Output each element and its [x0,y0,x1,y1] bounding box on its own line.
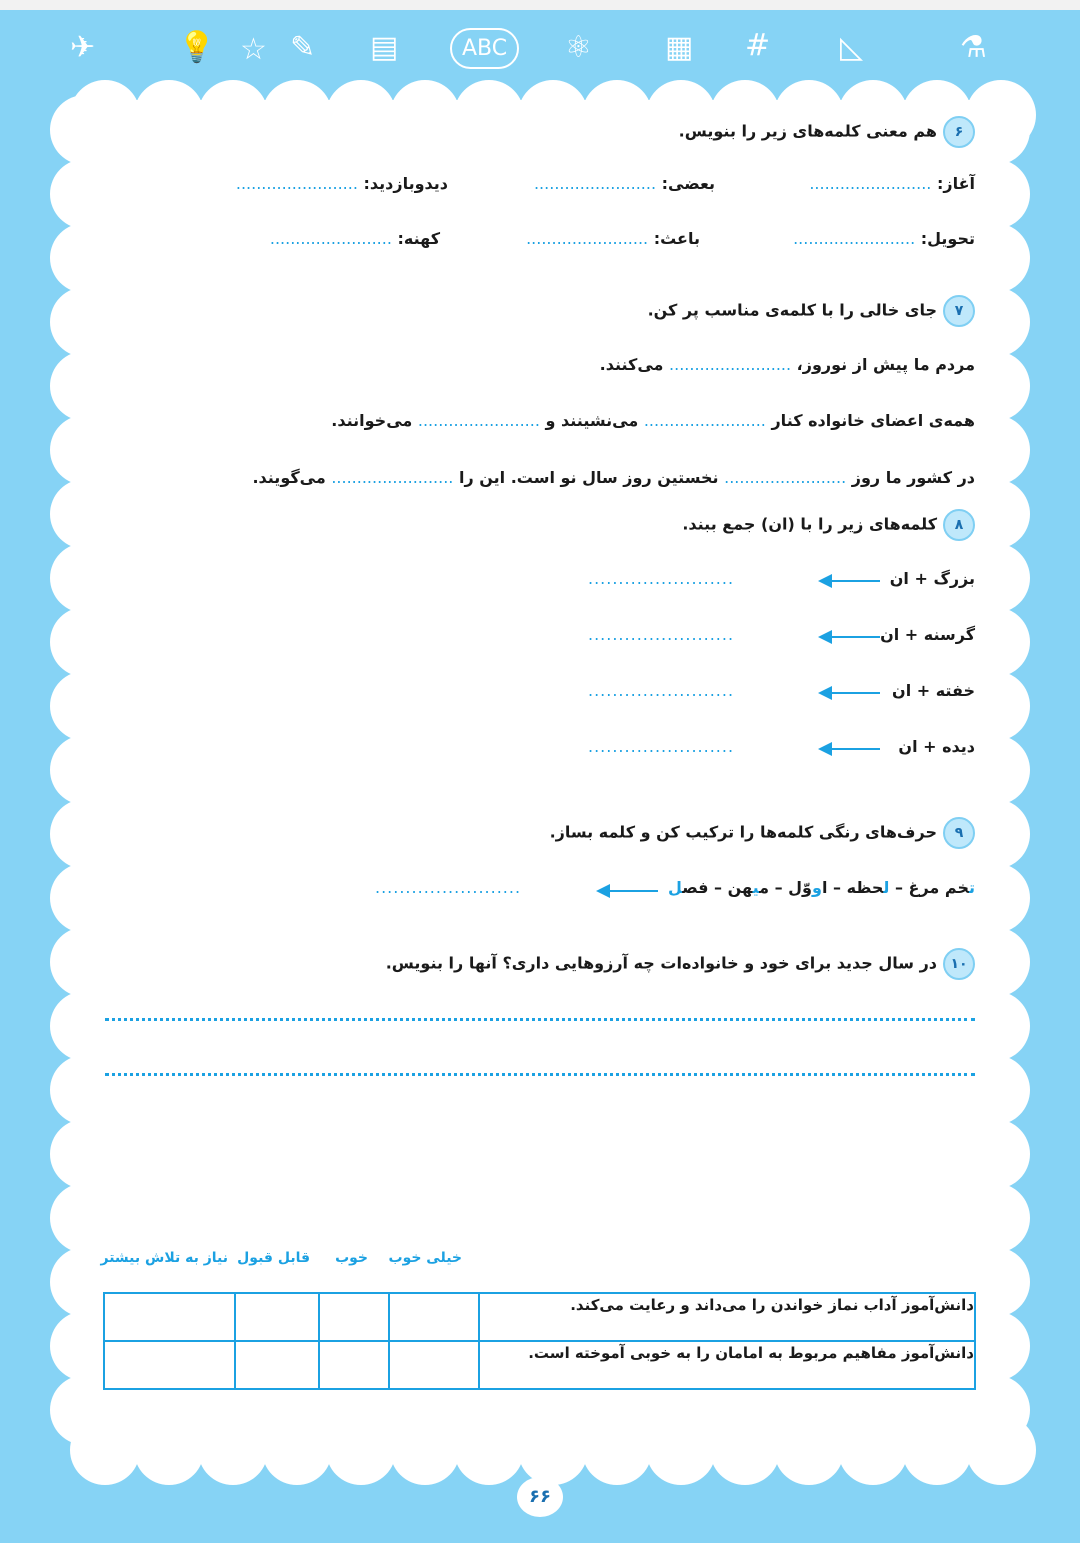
answer-blank[interactable]: ........................ [793,229,916,248]
text: در کشور ما روز [851,468,975,487]
question-10-title [386,948,975,980]
synonym-item [793,229,975,248]
plural-item [892,681,975,700]
synonym-item [534,174,715,193]
text: می‌کنند. [599,355,664,374]
colored-letter: و [811,878,822,897]
molecule-icon: ⚛ [565,30,592,65]
abc-bubble-icon [450,28,519,69]
colored-letter: ل [883,878,890,897]
word [788,878,827,897]
cell-good[interactable] [319,1341,389,1389]
question-number: ۱۰ [943,948,975,980]
text: می‌نشینند و [545,411,639,430]
item-label: گرسنه + ان [880,625,975,644]
item-label: کهنه: [397,229,440,248]
word [909,878,975,897]
answer-line[interactable] [105,1018,975,1021]
item-label: تحویل: [920,229,975,248]
notebook-icon: ▤ [370,30,399,65]
item-label: خفته + ان [892,681,975,700]
item-label: بعضی: [661,174,715,193]
item-label: آغاز: [936,174,975,193]
letter: م [759,878,770,897]
answer-blank[interactable]: ........................ [375,878,522,897]
arrow-left-icon [822,580,880,582]
fill-sentence-2 [331,411,975,430]
answer-blank-wrap [588,625,734,644]
assessment-table [103,1292,976,1390]
question-text: هم معنی کلمه‌های زیر را بنویس. [678,121,937,141]
answer-blank[interactable]: ........................ [643,411,766,430]
colored-letter: ت [968,878,975,897]
calculator-icon: ▦ [665,30,694,65]
item-label: باعث: [653,229,700,248]
abc-text: ABC [462,36,508,61]
plural-item [890,569,975,588]
arrow-left-icon [822,748,880,750]
question-text: در سال جدید برای خود و خانواده‌ات چه آرزوهایی داری؟ آنها را بنویس. [385,953,937,973]
flask-icon: ⚗ [960,30,987,65]
synonym-item [236,174,448,193]
answer-blank[interactable]: ........................ [417,411,540,430]
fill-sentence-3 [252,468,975,487]
lightbulb-icon: 💡 [178,30,216,65]
answer-blank-wrap [588,569,734,588]
separator: – [708,878,728,897]
cell-needs-effort[interactable] [104,1341,235,1389]
colored-letter: ی [752,878,760,897]
answer-blank[interactable]: ........................ [533,174,657,193]
plural-item [898,737,975,756]
question-text: حرف‌های رنگی کلمه‌ها را ترکیب کن و کلمه بساز. [549,822,937,842]
text: می‌گویند. [252,468,326,487]
text: همه‌ی اعضای خانواده کنار [771,411,975,430]
text: مردم ما پیش از نوروز، [796,355,975,374]
question-number: ۶ [943,116,975,148]
synonym-item [809,174,975,193]
word [728,878,769,897]
star-icon: ☆ [240,32,267,67]
answer-blank[interactable]: ........................ [235,174,358,193]
cell-acceptable[interactable] [235,1341,319,1389]
answer-blank[interactable]: ........................ [724,468,847,487]
tic-tac-toe-icon: # [745,28,771,63]
question-number: ۹ [943,817,975,849]
text: می‌خوانند. [331,411,413,430]
cell-needs-effort[interactable] [104,1293,235,1341]
synonym-item [526,229,700,248]
criterion-text: دانش‌آموز آداب نماز خواندن را می‌داند و رعایت می‌کند. [479,1293,975,1341]
answer-blank-wrap [588,737,734,756]
cell-good[interactable] [319,1293,389,1341]
letter: هن [727,878,753,897]
question-9-title [550,817,975,849]
question-text: کلمه‌های زیر را با (ان) جمع ببند. [682,514,937,534]
rating-needs-effort: نیاز به تلاش بیشتر [100,1250,228,1266]
answer-blank[interactable]: ........................ [669,355,792,374]
answer-blank[interactable]: ........................ [269,229,392,248]
question-number: ۸ [943,509,975,541]
paper-plane-icon: ✈ [70,30,96,65]
item-label: بزرگ + ان [889,569,975,588]
separator: – [827,878,847,897]
answer-blank[interactable]: ........................ [588,681,735,700]
synonym-item [270,229,440,248]
word [668,878,709,897]
letter: ا [821,878,828,897]
item-label: دیدوبازدید: [363,174,448,193]
triangle-ruler-icon: ◺ [840,30,864,65]
table-row [104,1341,975,1389]
rating-acceptable: قابل قبول [237,1250,310,1266]
arrow-left-icon [822,692,880,694]
colored-letter: ل [667,878,683,897]
answer-blank[interactable]: ........................ [588,625,735,644]
letter: وّل [788,878,812,897]
answer-blank-wrap [375,878,521,897]
answer-blank[interactable]: ........................ [588,737,735,756]
table-row [104,1293,975,1341]
text: نخستین روز سال نو است. این را [458,468,719,487]
cell-very-good[interactable] [389,1341,479,1389]
rating-very-good: خیلی خوب [388,1250,462,1266]
item-label: دیده + ان [898,737,975,756]
colored-letter-words [668,878,975,897]
word [847,878,890,897]
letter: خم مرغ [908,878,969,897]
question-6-title [679,116,975,148]
criterion-text: دانش‌آموز مفاهیم مربوط به امامان را به خوبی آموخته است. [479,1341,975,1389]
question-number: ۷ [943,295,975,327]
answer-line[interactable] [105,1073,975,1076]
fill-sentence-1 [600,355,975,374]
rating-good: خوب [335,1250,368,1266]
arrow-left-icon [822,636,880,638]
page-number: ۶۶ [517,1477,563,1517]
cell-very-good[interactable] [389,1293,479,1341]
letter: حظه [846,878,884,897]
cell-acceptable[interactable] [235,1293,319,1341]
arrow-left-icon [600,890,658,892]
separator: – [769,878,789,897]
letter: فص [682,878,709,897]
question-text: جای خالی را با کلمه‌ی مناسب پر کن. [647,300,937,320]
top-strip [0,0,1080,10]
paintbrush-icon: ✎ [290,30,316,65]
answer-blank-wrap [588,681,734,700]
answer-blank[interactable]: ........................ [331,468,454,487]
answer-blank[interactable]: ........................ [526,229,649,248]
separator: – [889,878,909,897]
question-7-title [648,295,975,327]
answer-blank[interactable]: ........................ [588,569,735,588]
plural-item [880,625,975,644]
answer-blank[interactable]: ........................ [809,174,932,193]
question-8-title [682,509,975,541]
